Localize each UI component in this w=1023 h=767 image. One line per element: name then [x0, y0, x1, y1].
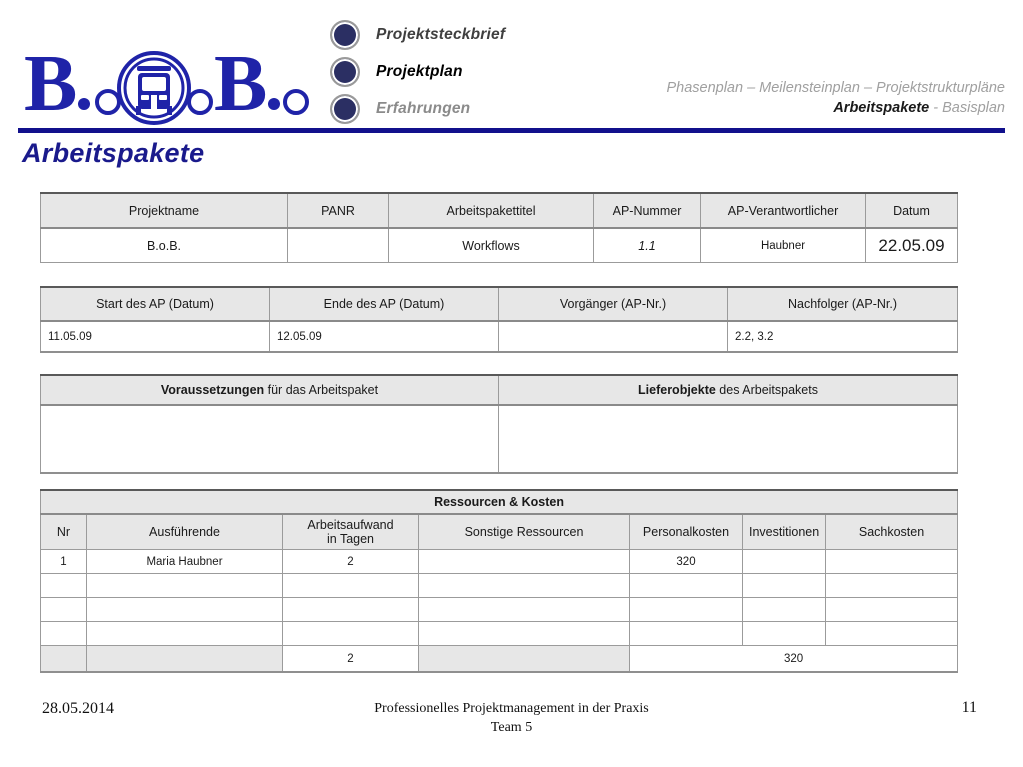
column-header-nachfolger: Nachfolger (AP-Nr.): [728, 287, 958, 321]
table-row: [41, 622, 958, 646]
requirements-deliverables-table: [40, 374, 958, 474]
table-row: [41, 321, 958, 352]
voraussetzungen-strong: Voraussetzungen: [160, 383, 265, 397]
cell-arbeitsaufwand: [283, 622, 419, 646]
cell-investitionen: [743, 574, 826, 598]
project-info-table: [40, 192, 958, 263]
cell-sonstige-ressourcen: [419, 550, 630, 574]
lieferobjekte-rest: des Arbeitspakets: [715, 383, 818, 397]
breadcrumb-tail: - Basisplan: [929, 100, 1005, 116]
cell-sachkosten: [826, 622, 958, 646]
filled-circle-bullet-icon: [330, 57, 360, 87]
table-header-row: [41, 287, 958, 321]
breadcrumb-current: Arbeitspakete: [833, 100, 930, 116]
cell-voraussetzungen: [41, 405, 499, 473]
summary-cell-ausfuehrende: [87, 646, 283, 673]
cell-nr: [41, 622, 87, 646]
cell-personalkosten: [630, 622, 743, 646]
cell-projektname: B.o.B.: [41, 228, 288, 263]
footer-center-text: [0, 699, 1023, 737]
table-header-row: [41, 375, 958, 405]
footer-center-line1: Professionelles Projektmanagement in der Praxis: [374, 701, 649, 716]
column-header-vorgaenger: Vorgänger (AP-Nr.): [499, 287, 728, 321]
cell-sachkosten: [826, 598, 958, 622]
section-title-ressourcen-kosten: Ressourcen & Kosten: [41, 490, 958, 514]
column-header-ende-des-ap: Ende des AP (Datum): [270, 287, 499, 321]
footer-page-number: 11: [961, 699, 977, 716]
cell-nr: 1: [41, 550, 87, 574]
cell-ende-des-ap: 12.05.09: [270, 321, 499, 352]
column-header-investitionen: Investitionen: [743, 514, 826, 550]
cell-arbeitspakettitel: Workflows: [389, 228, 594, 263]
bus-icon: [119, 53, 189, 123]
cell-ausfuehrende: [87, 598, 283, 622]
cell-sachkosten: [826, 550, 958, 574]
cell-start-des-ap: 11.05.09: [41, 321, 270, 352]
summary-cell-arbeitsaufwand-total: 2: [283, 646, 419, 673]
cell-sonstige-ressourcen: [419, 574, 630, 598]
cell-ausfuehrende: [87, 622, 283, 646]
breadcrumb: [666, 78, 1005, 118]
column-header-panr: PANR: [288, 193, 389, 228]
cell-sonstige-ressourcen: [419, 598, 630, 622]
filled-circle-bullet-icon: [330, 20, 360, 50]
summary-cell-sonstige-ressourcen: [419, 646, 630, 673]
cell-investitionen: [743, 550, 826, 574]
cell-nr: [41, 574, 87, 598]
cell-investitionen: [743, 598, 826, 622]
column-header-arbeitspakettitel: Arbeitspakettitel: [389, 193, 594, 228]
cell-ausfuehrende: [87, 574, 283, 598]
cell-arbeitsaufwand: 2: [283, 550, 419, 574]
table-header-row: [41, 514, 958, 550]
header-nav-list: [330, 16, 560, 127]
cell-ap-nummer: 1.1: [594, 228, 701, 263]
arbeitsaufwand-line2: in Tagen: [326, 532, 375, 546]
slide-header: [0, 0, 1023, 132]
cell-vorgaenger: [499, 321, 728, 352]
voraussetzungen-rest: für das Arbeitspaket: [264, 383, 379, 397]
cell-ap-verantwortlicher: Haubner: [701, 228, 866, 263]
column-header-ausfuehrende: Ausführende: [87, 514, 283, 550]
cell-sachkosten: [826, 574, 958, 598]
table-header-row: [41, 193, 958, 228]
bob-logo-svg: [22, 44, 322, 126]
cell-investitionen: [743, 622, 826, 646]
table-row: [41, 405, 958, 473]
table-row: [41, 598, 958, 622]
cell-nr: [41, 598, 87, 622]
footer-date: 28.05.2014: [42, 700, 114, 717]
page-title: Arbeitspakete: [22, 138, 205, 168]
table-row: [41, 228, 958, 263]
table-row: [41, 574, 958, 598]
column-header-sonstige-ressourcen: Sonstige Ressourcen: [419, 514, 630, 550]
cell-personalkosten: 320: [630, 550, 743, 574]
cell-ausfuehrende: Maria Haubner: [87, 550, 283, 574]
footer-center-line2: Team 5: [490, 720, 533, 735]
cell-nachfolger: 2.2, 3.2: [728, 321, 958, 352]
summary-cell-kosten-total: 320: [630, 646, 958, 673]
bob-logo: [22, 44, 322, 126]
arbeitsaufwand-line1: Arbeitsaufwand: [307, 518, 394, 532]
summary-cell-nr: [41, 646, 87, 673]
column-header-projektname: Projektname: [41, 193, 288, 228]
cell-lieferobjekte: [499, 405, 958, 473]
nav-item-erfahrungen[interactable]: [330, 90, 560, 127]
breadcrumb-line-lower: [666, 98, 1005, 118]
cell-arbeitsaufwand: [283, 574, 419, 598]
column-header-voraussetzungen: [41, 375, 499, 405]
svg-text:B: B: [214, 44, 268, 126]
nav-item-label: Erfahrungen: [376, 99, 471, 117]
column-header-arbeitsaufwand: [283, 514, 419, 550]
column-header-personalkosten: Personalkosten: [630, 514, 743, 550]
breadcrumb-line-upper: Phasenplan – Meilensteinplan – Projektstrukturpläne: [666, 80, 1005, 96]
column-header-lieferobjekte: [499, 375, 958, 405]
cell-sonstige-ressourcen: [419, 622, 630, 646]
table-section-title-row: [41, 490, 958, 514]
header-divider-rule: [18, 128, 1005, 133]
svg-text:B: B: [24, 44, 78, 126]
lieferobjekte-strong: Lieferobjekte: [638, 383, 716, 397]
nav-item-label: Projektsteckbrief: [376, 25, 506, 43]
cell-personalkosten: [630, 598, 743, 622]
filled-circle-bullet-icon: [330, 94, 360, 124]
cell-datum: 22.05.09: [866, 228, 958, 263]
cell-panr: [288, 228, 389, 263]
cell-personalkosten: [630, 574, 743, 598]
table-row: [41, 550, 958, 574]
cell-arbeitsaufwand: [283, 598, 419, 622]
column-header-ap-nummer: AP-Nummer: [594, 193, 701, 228]
column-header-sachkosten: Sachkosten: [826, 514, 958, 550]
resources-costs-table: [40, 489, 958, 673]
nav-item-projektsteckbrief[interactable]: [330, 16, 560, 53]
column-header-start-des-ap: Start des AP (Datum): [41, 287, 270, 321]
table-summary-row: [41, 646, 958, 673]
nav-item-label: Projektplan: [376, 62, 463, 80]
column-header-datum: Datum: [866, 193, 958, 228]
nav-item-projektplan[interactable]: [330, 53, 560, 90]
schedule-table: [40, 286, 958, 353]
column-header-ap-verantwortlicher: AP-Verantwortlicher: [701, 193, 866, 228]
column-header-nr: Nr: [41, 514, 87, 550]
